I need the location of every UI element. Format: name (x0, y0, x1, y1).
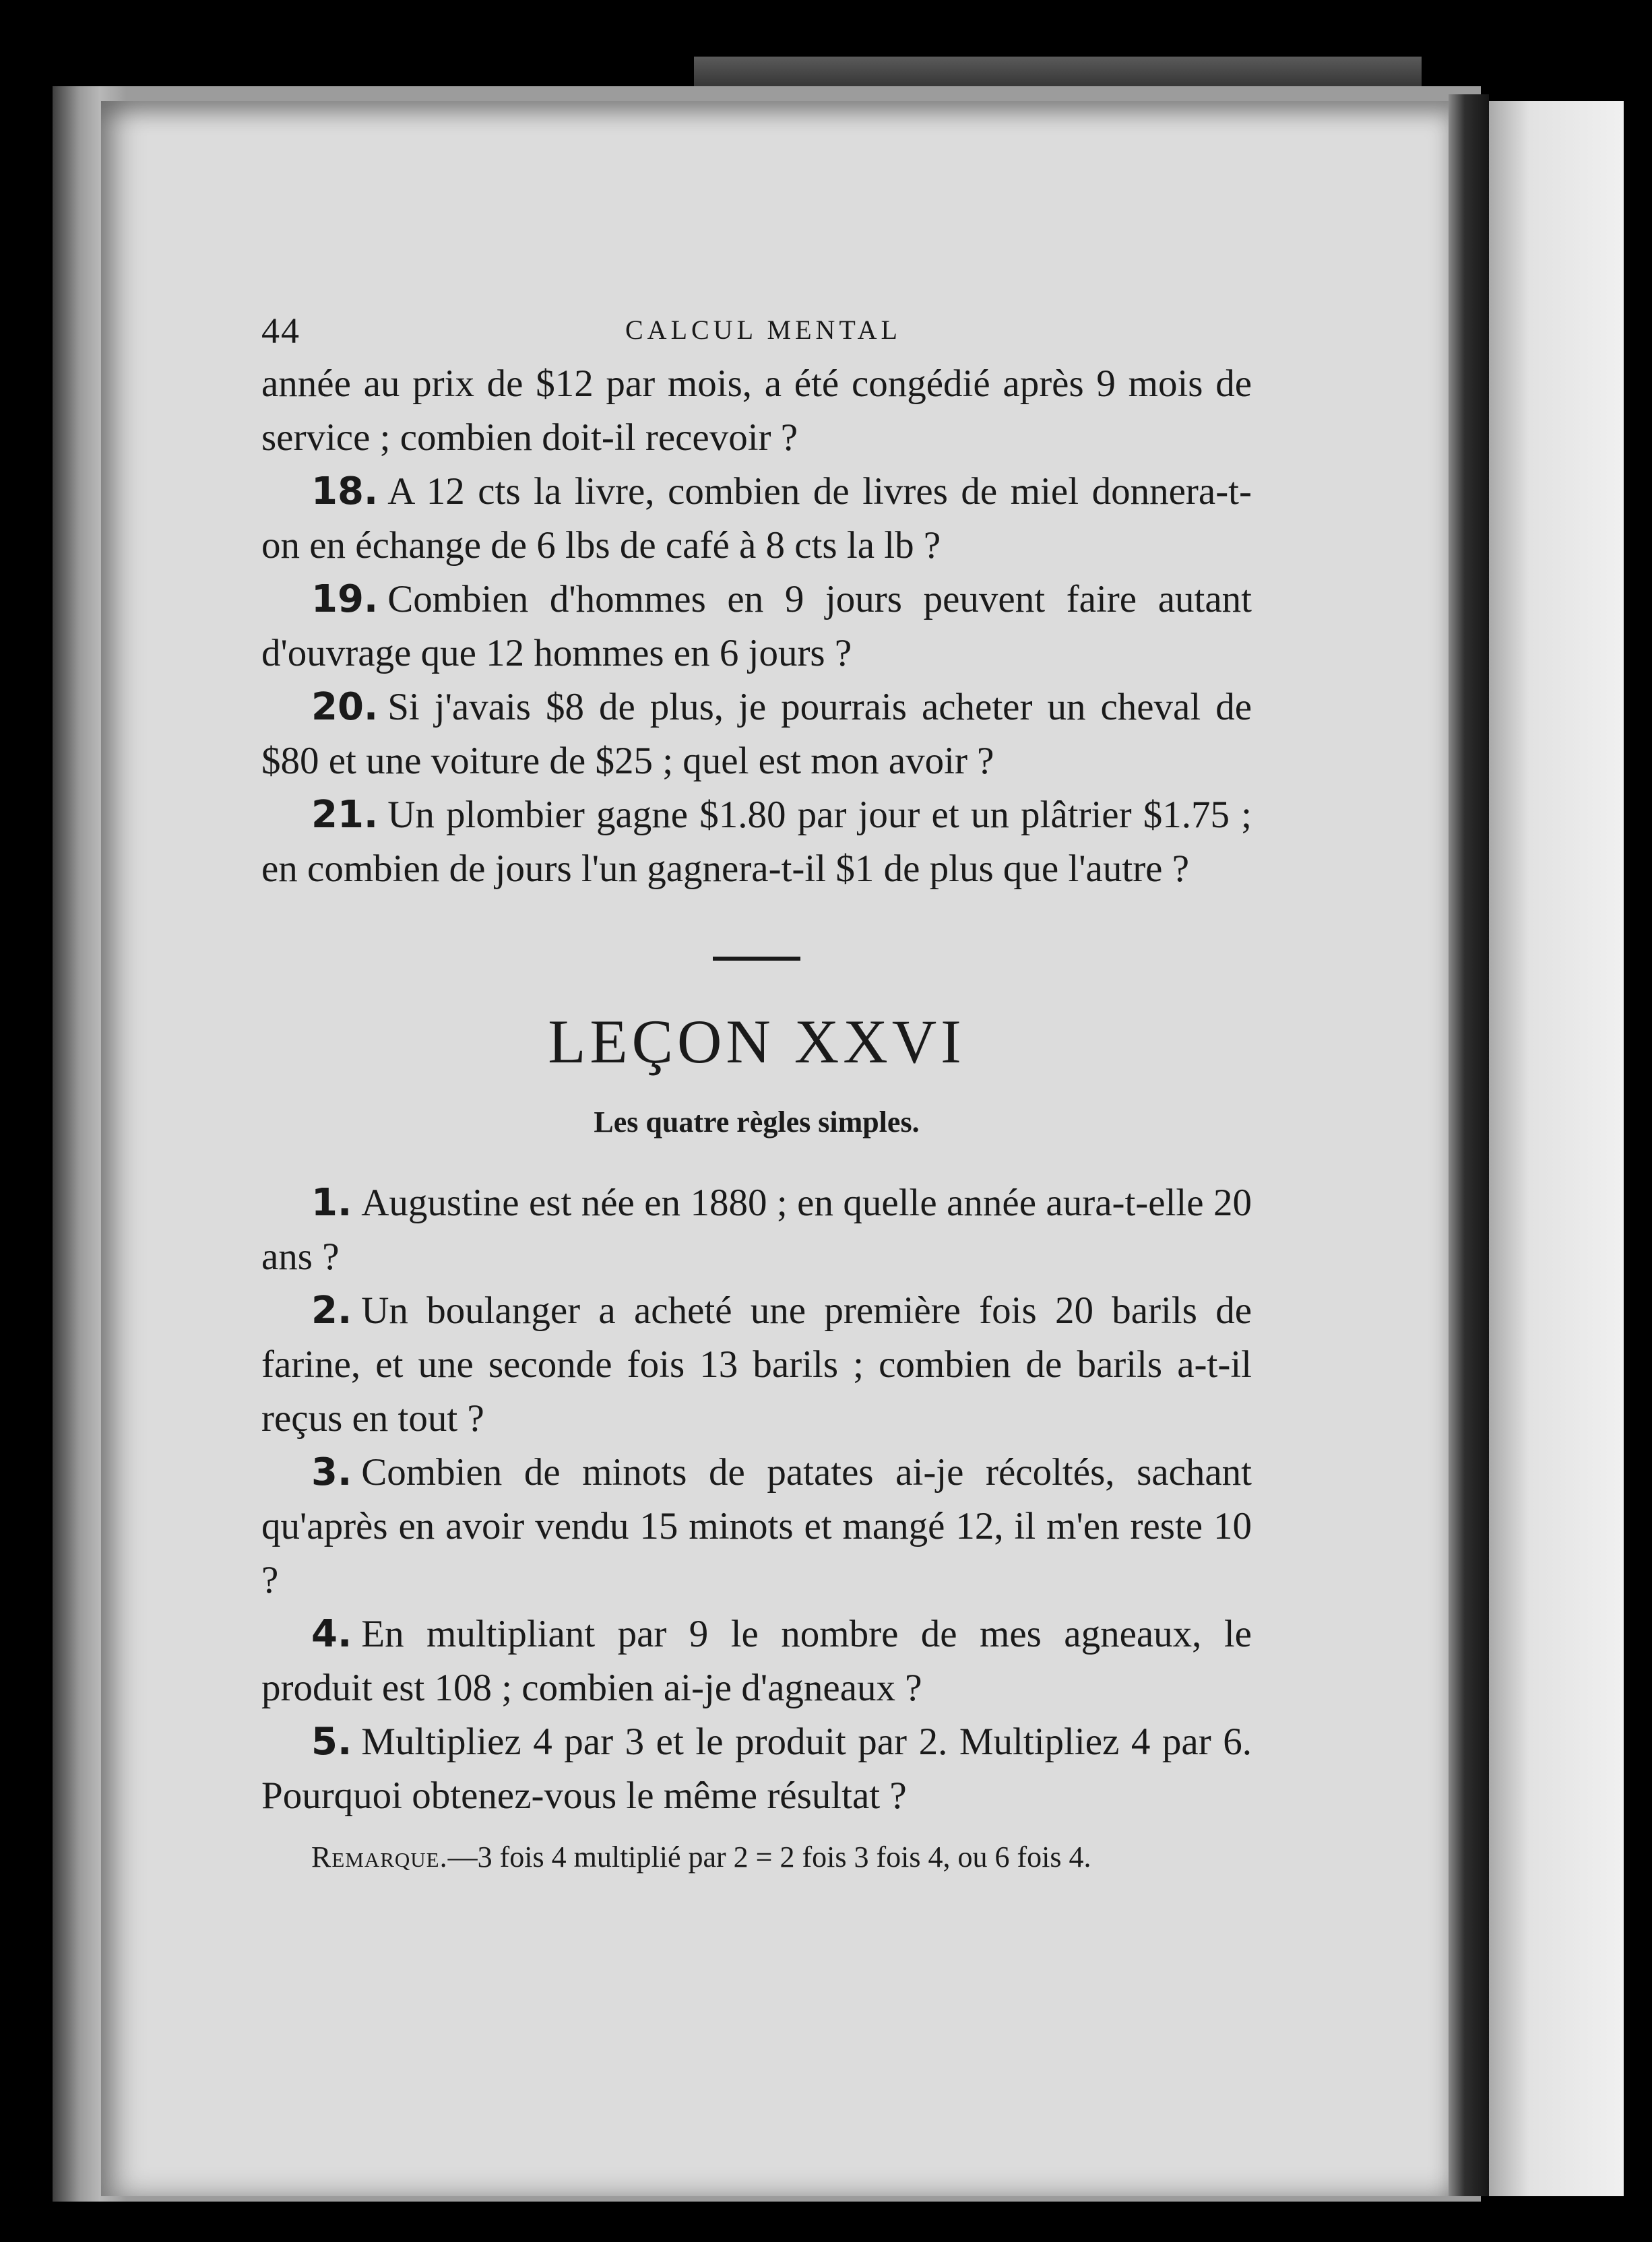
problem-number: 3. (311, 1450, 352, 1494)
next-page-edge (1489, 101, 1624, 2196)
remark (261, 1836, 1252, 1878)
lesson-problem-2 (261, 1284, 1252, 1446)
page-number: 44 (261, 311, 300, 351)
lesson-subtitle: Les quatre règles simples. (594, 1106, 920, 1139)
problem-number: 20. (311, 685, 379, 729)
section-divider (713, 957, 800, 961)
problem-20 (261, 680, 1252, 788)
page-content (261, 310, 1252, 1878)
continuation-text: année au prix de $12 par mois, a été congédié après 9 mois de service ; combien doit-il recevoir ? (261, 362, 1252, 459)
problem-text: Si j'avais $8 de plus, je pourrais acheter un cheval de $80 et une voiture de $25 ; quel est mon avoir ? (261, 686, 1252, 782)
lesson-problem-1 (261, 1176, 1252, 1284)
problem-number: 18. (311, 470, 379, 513)
problem-number: 5. (311, 1720, 352, 1764)
lesson-problem-3 (261, 1446, 1252, 1607)
problem-text: Combien de minots de patates ai-je récoltés, sachant qu'après en avoir vendu 15 minots et mangé 12, il m'en reste 10 ? (261, 1451, 1252, 1601)
problem-text: Augustine est née en 1880 ; en quelle année aura-t-elle 20 ans ? (261, 1182, 1252, 1278)
problem-text: Combien d'hommes en 9 jours peuvent faire autant d'ouvrage que 12 hommes en 6 jours ? (261, 578, 1252, 674)
problem-number: 19. (311, 577, 379, 621)
problem-text: A 12 cts la livre, combien de livres de miel donnera-t-on en échange de 6 lbs de café à 8 cts la lb ? (261, 470, 1252, 567)
running-title: CALCUL MENTAL (625, 315, 901, 345)
lesson-title: LEÇON XXVI (548, 1007, 965, 1076)
problem-19 (261, 573, 1252, 680)
lesson-problem-5 (261, 1715, 1252, 1823)
problem-text: En multipliant par 9 le nombre de mes agneaux, le produit est 108 ; combien ai-je d'agneaux ? (261, 1613, 1252, 1709)
problem-number: 4. (311, 1612, 352, 1656)
problem-text: Multipliez 4 par 3 et le produit par 2. Multipliez 4 par 6. Pourquoi obtenez-vous le même résultat ? (261, 1721, 1252, 1817)
book-gutter (1449, 94, 1489, 2196)
problem-number: 2. (311, 1289, 352, 1333)
problem-text: Un boulanger a acheté une première fois 20 barils de farine, et une seconde fois 13 barils ; combien de barils a-t-il reçus en tout ? (261, 1289, 1252, 1440)
problem-text: Un plombier gagne $1.80 par jour et un plâtrier $1.75 ; en combien de jours l'un gagnera-t-il $1 de plus que l'autre ? (261, 794, 1252, 890)
problem-21 (261, 788, 1252, 896)
remark-label: Remarque. (311, 1840, 448, 1873)
lesson-problem-4 (261, 1607, 1252, 1715)
remark-text: —3 fois 4 multiplié par 2 = 2 fois 3 fois 4, ou 6 fois 4. (447, 1840, 1091, 1873)
problem-number: 21. (311, 793, 379, 837)
running-head (261, 310, 1252, 357)
problem-number: 1. (311, 1181, 352, 1225)
problem-18 (261, 465, 1252, 573)
